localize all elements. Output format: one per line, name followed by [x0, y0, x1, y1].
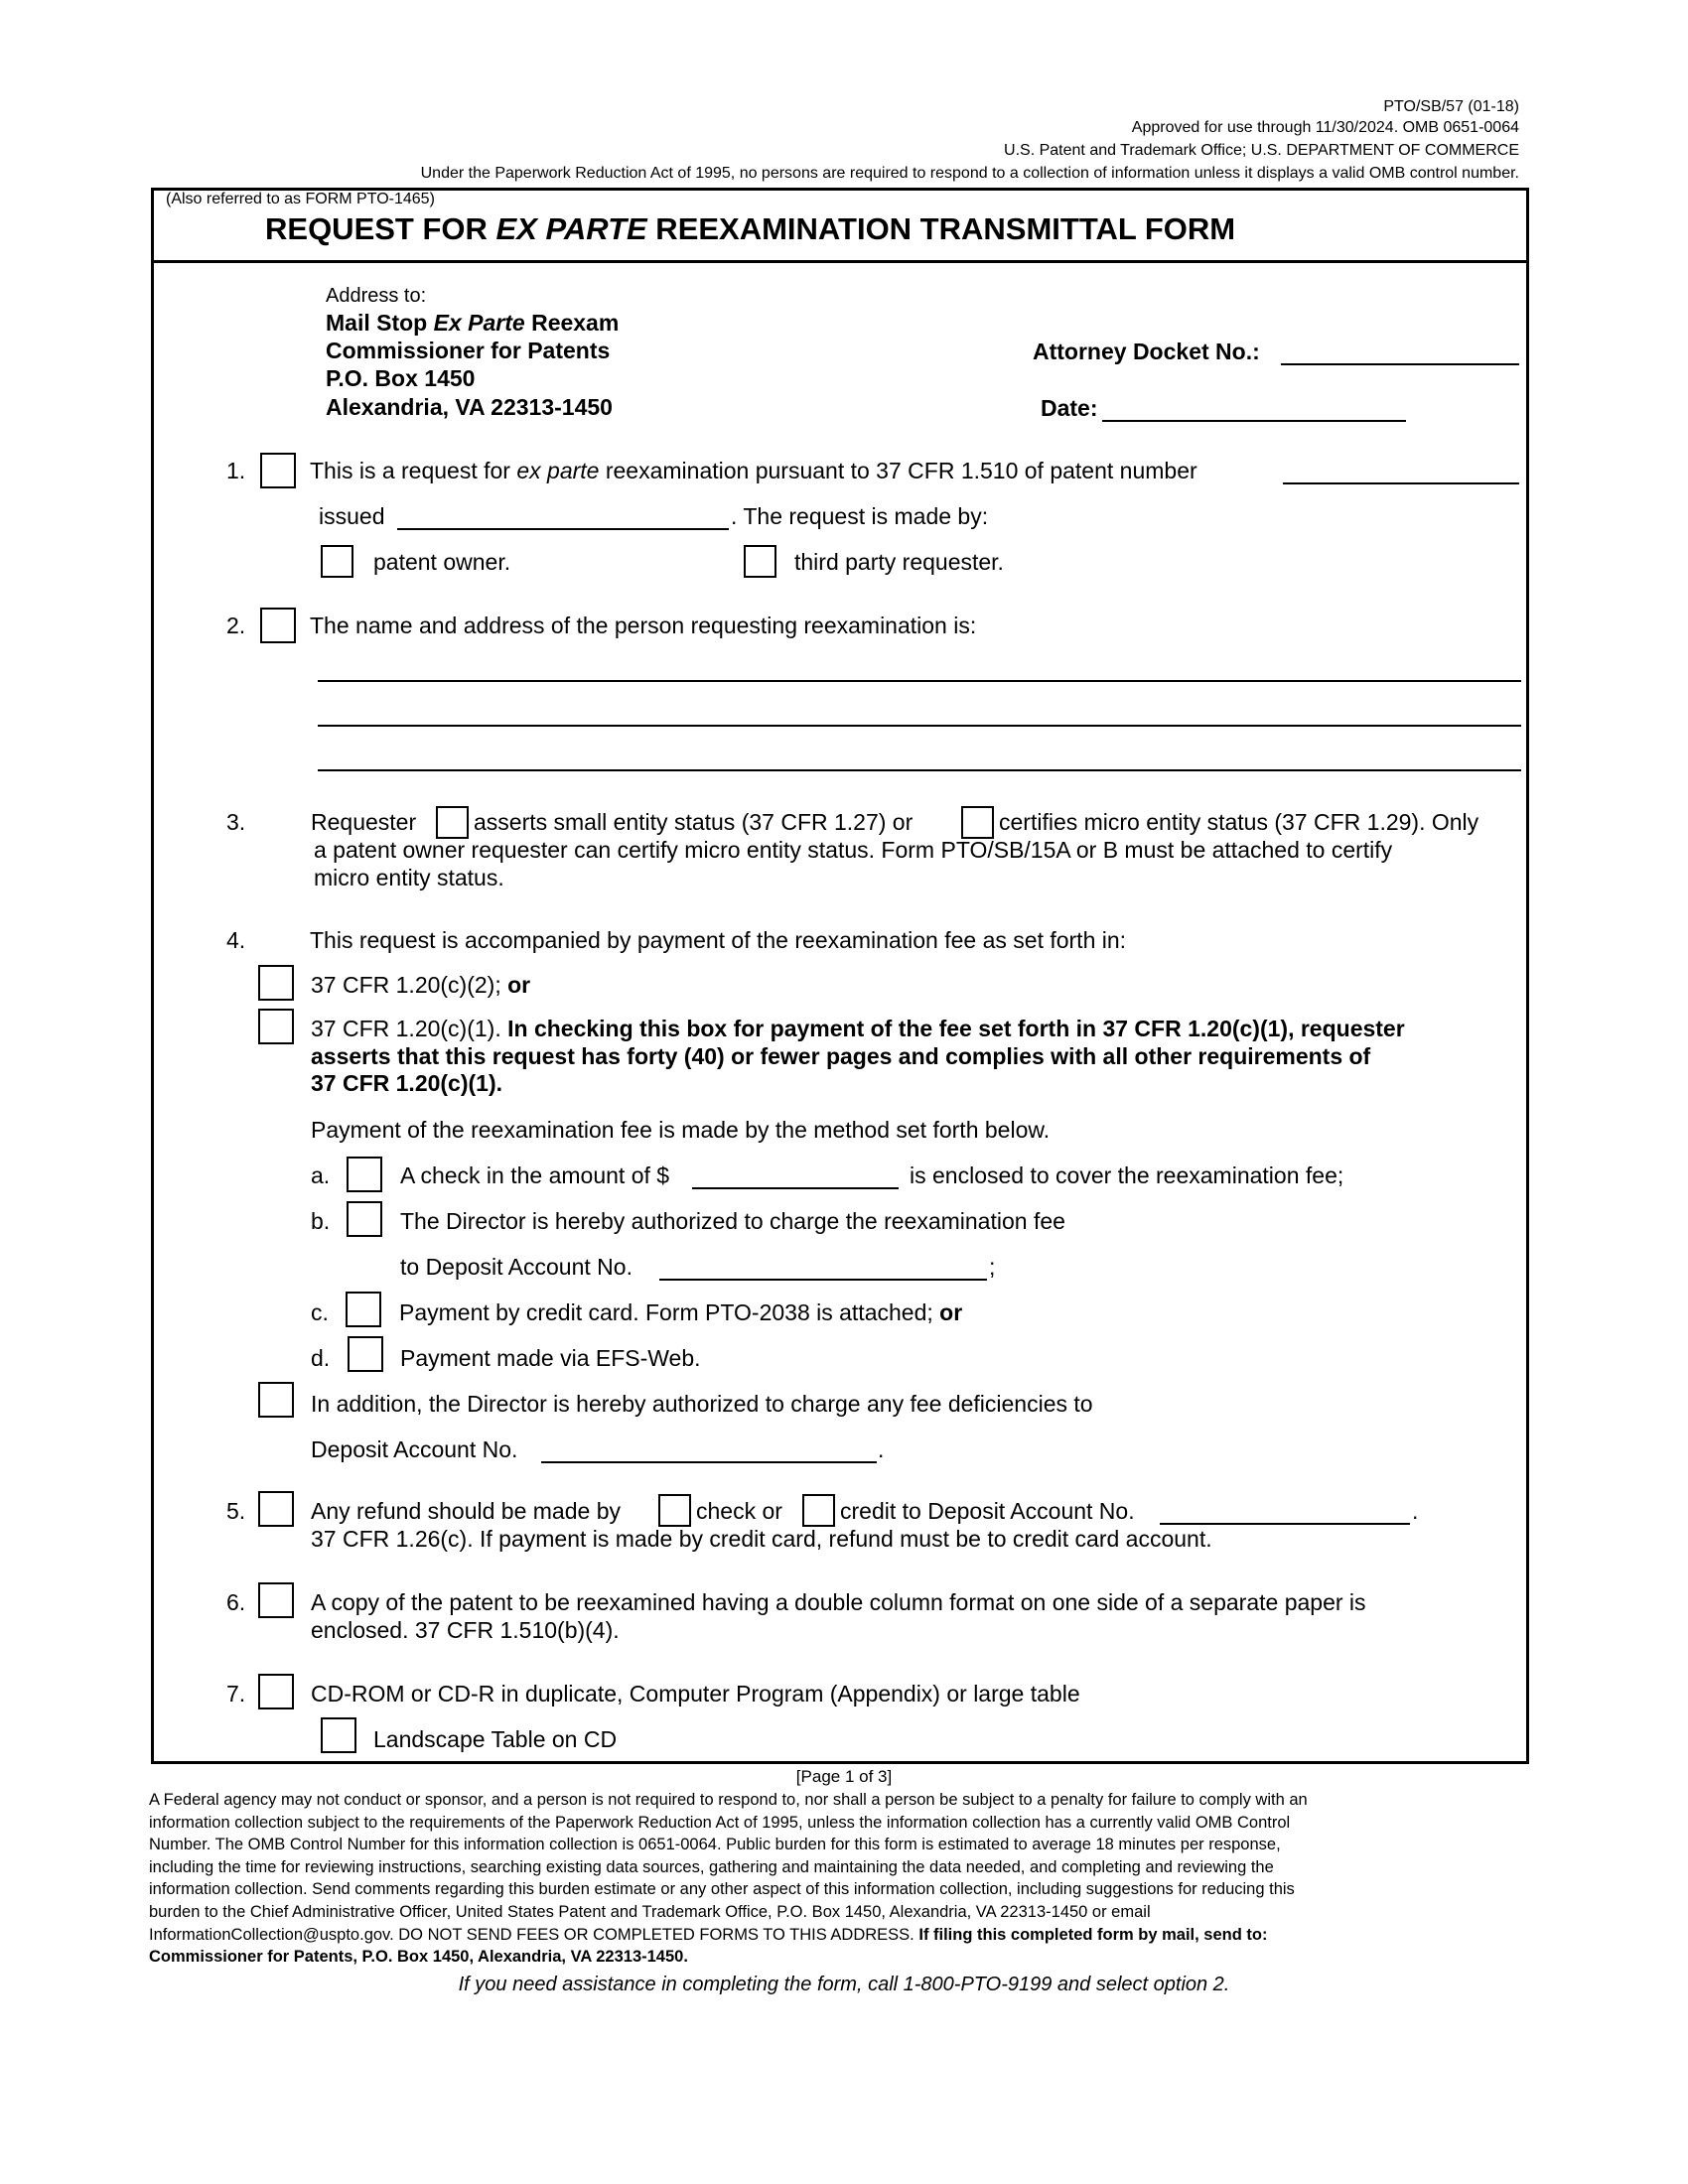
deficiency-account-input[interactable] — [541, 1435, 877, 1463]
form-id: PTO/SB/57 (01-18) — [1383, 98, 1519, 115]
refund-line-2: 37 CFR 1.26(c). If payment is made by credit card, refund must be to credit card account. — [311, 1526, 1212, 1552]
deposit-charge-checkbox[interactable] — [347, 1201, 382, 1237]
title-divider — [151, 260, 1529, 263]
assistance-line: If you need assistance in completing the form, call 1-800-PTO-9199 and select option 2. — [458, 1974, 1230, 1995]
fee-deficiency-checkbox[interactable] — [258, 1382, 294, 1418]
deposit-account-input[interactable] — [659, 1253, 987, 1281]
item-6-number: 6. — [226, 1589, 246, 1615]
landscape-table-label: Landscape Table on CD — [373, 1726, 618, 1752]
burden-statement: A Federal agency may not conduct or sponsor, and a person is not required to respond to, nor shall a person be subject to a penalty for failure to comply with an information collection subject to the requirements of the Paperwork Reduction Act of 1995, unless the information collection has a currently valid OMB Control Number. The OMB Control Number for this information collection is 0651-0064. Public burden for this form is estimated to average 18 minutes per response, including the time for reviewing instructions, searching existing data sources, gathering and maintaining the data needed, and completing and reviewing the information collection. Send comments regarding this burden estimate or any other aspect of this information collection, including suggestions for reducing this burden to the Chief Administrative Officer, United States Patent and Trademark Office, P.O. Box 1450, Alexandria, VA 22313-1450 or email InformationCollection@uspto.gov. DO NOT SEND FEES OR COMPLETED FORMS TO THIS ADDRESS. If filing this completed form by mail, send to: Commissioner for Patents, P.O. Box 1450, Alexandria, VA 22313-1450. — [149, 1791, 1308, 1967]
refund-check-checkbox[interactable] — [658, 1494, 691, 1527]
fee-c1-line-3: 37 CFR 1.20(c)(1). — [311, 1070, 503, 1096]
address-line-3: P.O. Box 1450 — [326, 365, 476, 391]
fee-c1-line-2: asserts that this request has forty (40) or fewer pages and complies with all other requirements of — [311, 1043, 1371, 1069]
efs-web-label: Payment made via EFS-Web. — [400, 1345, 701, 1371]
refund-check-label: check or — [696, 1498, 782, 1524]
payment-intro: Payment of the reexamination fee is made by the method set forth below. — [311, 1117, 1051, 1143]
address-line-4: Alexandria, VA 22313-1450 — [326, 394, 613, 420]
efs-web-checkbox[interactable] — [348, 1336, 383, 1372]
small-entity-checkbox[interactable] — [436, 806, 469, 839]
item-6-checkbox[interactable] — [258, 1582, 294, 1618]
item-2-text: The name and address of the person requesting reexamination is: — [310, 613, 977, 638]
approval-line: Approved for use through 11/30/2024. OMB 0651-0064 — [1131, 119, 1519, 136]
address-label: Address to: — [326, 285, 427, 307]
requester-address-line-3[interactable] — [318, 769, 1521, 771]
item-1-number: 1. — [226, 458, 246, 483]
option-d-label: d. — [311, 1345, 331, 1371]
deficiency-account-end: . — [878, 1436, 885, 1462]
item-6-line-2: enclosed. 37 CFR 1.510(b)(4). — [311, 1617, 620, 1643]
requester-address-line-1[interactable] — [318, 680, 1521, 682]
fee-c2-checkbox[interactable] — [258, 965, 294, 1001]
refund-credit-label: credit to Deposit Account No. — [840, 1498, 1135, 1524]
refund-label: Any refund should be made by — [311, 1498, 621, 1524]
item-7-checkbox[interactable] — [258, 1674, 294, 1709]
option-c-label: c. — [311, 1299, 329, 1325]
item-7-text: CD-ROM or CD-R in duplicate, Computer Program (Appendix) or large table — [311, 1681, 1080, 1706]
item-6-line-1: A copy of the patent to be reexamined having a double column format on one side of a separate paper is — [311, 1589, 1366, 1615]
item-3-line-3: micro entity status. — [314, 865, 504, 890]
item-4-number: 4. — [226, 927, 246, 953]
form-title: REQUEST FOR EX PARTE REEXAMINATION TRANSMITTAL FORM — [265, 211, 1236, 246]
refund-credit-checkbox[interactable] — [802, 1494, 835, 1527]
item-7-number: 7. — [226, 1681, 246, 1706]
refund-account-end: . — [1412, 1498, 1419, 1524]
issued-date-input[interactable] — [397, 502, 729, 530]
patent-owner-checkbox[interactable] — [321, 545, 353, 578]
deposit-account-end: ; — [989, 1254, 996, 1280]
address-line-1: Mail Stop Ex Parte Reexam — [326, 310, 620, 336]
refund-account-input[interactable] — [1160, 1497, 1410, 1525]
micro-entity-label: certifies micro entity status (37 CFR 1.29). Only — [999, 809, 1479, 835]
check-amount-label: A check in the amount of $ — [400, 1162, 670, 1188]
item-2-number: 2. — [226, 613, 246, 638]
micro-entity-checkbox[interactable] — [961, 806, 994, 839]
item-1-checkbox[interactable] — [260, 453, 296, 488]
item-3-requester: Requester — [311, 809, 417, 835]
landscape-table-checkbox[interactable] — [321, 1717, 356, 1753]
fee-c1-checkbox[interactable] — [258, 1009, 294, 1044]
deficiency-account-label: Deposit Account No. — [311, 1436, 518, 1462]
small-entity-label: asserts small entity status (37 CFR 1.27) or — [474, 809, 914, 835]
item-5-number: 5. — [226, 1498, 246, 1524]
item-3-line-2: a patent owner requester can certify micro entity status. Form PTO/SB/15A or B must be attached to certify — [314, 837, 1393, 863]
issued-label: issued — [319, 503, 385, 529]
request-made-by: . The request is made by: — [731, 503, 989, 529]
third-party-checkbox[interactable] — [744, 545, 776, 578]
date-input[interactable] — [1102, 394, 1406, 422]
page-indicator: [Page 1 of 3] — [795, 1767, 893, 1786]
fee-c1-label: 37 CFR 1.20(c)(1). In checking this box for payment of the fee set forth in 37 CFR 1.20(c)(1), requester — [311, 1016, 1405, 1041]
address-line-2: Commissioner for Patents — [326, 338, 611, 363]
patent-number-input[interactable] — [1283, 457, 1519, 484]
check-amount-post: is enclosed to cover the reexamination fee; — [910, 1162, 1344, 1188]
third-party-label: third party requester. — [794, 549, 1004, 575]
fee-deficiency-label: In addition, the Director is hereby authorized to charge any fee deficiencies to — [311, 1391, 1093, 1417]
item-1-text: This is a request for ex parte reexamination pursuant to 37 CFR 1.510 of patent number — [310, 458, 1197, 483]
item-3-number: 3. — [226, 809, 246, 835]
patent-owner-label: patent owner. — [373, 549, 511, 575]
deposit-charge-text: The Director is hereby authorized to charge the reexamination fee — [400, 1208, 1065, 1234]
item-4-intro: This request is accompanied by payment of the reexamination fee as set forth in: — [310, 927, 1127, 953]
item-5-checkbox[interactable] — [258, 1491, 294, 1527]
deposit-account-label: to Deposit Account No. — [400, 1254, 633, 1280]
check-payment-checkbox[interactable] — [347, 1157, 382, 1192]
requester-address-line-2[interactable] — [318, 725, 1521, 727]
item-2-checkbox[interactable] — [260, 608, 296, 643]
also-referred: (Also referred to as FORM PTO-1465) — [166, 191, 435, 207]
fee-c2-label: 37 CFR 1.20(c)(2); or — [311, 972, 531, 998]
credit-card-checkbox[interactable] — [346, 1292, 381, 1327]
option-b-label: b. — [311, 1208, 331, 1234]
docket-label: Attorney Docket No.: — [1033, 339, 1260, 364]
docket-input[interactable] — [1281, 338, 1519, 365]
check-amount-input[interactable] — [692, 1161, 899, 1189]
pra-notice: Under the Paperwork Reduction Act of 1995, no persons are required to respond to a collection of information unless it displays a valid OMB control number. — [420, 165, 1519, 182]
agency-line: U.S. Patent and Trademark Office; U.S. DEPARTMENT OF COMMERCE — [1004, 142, 1519, 159]
option-a-label: a. — [311, 1162, 331, 1188]
date-label: Date: — [1041, 395, 1098, 421]
credit-card-label: Payment by credit card. Form PTO-2038 is attached; or — [399, 1299, 963, 1325]
